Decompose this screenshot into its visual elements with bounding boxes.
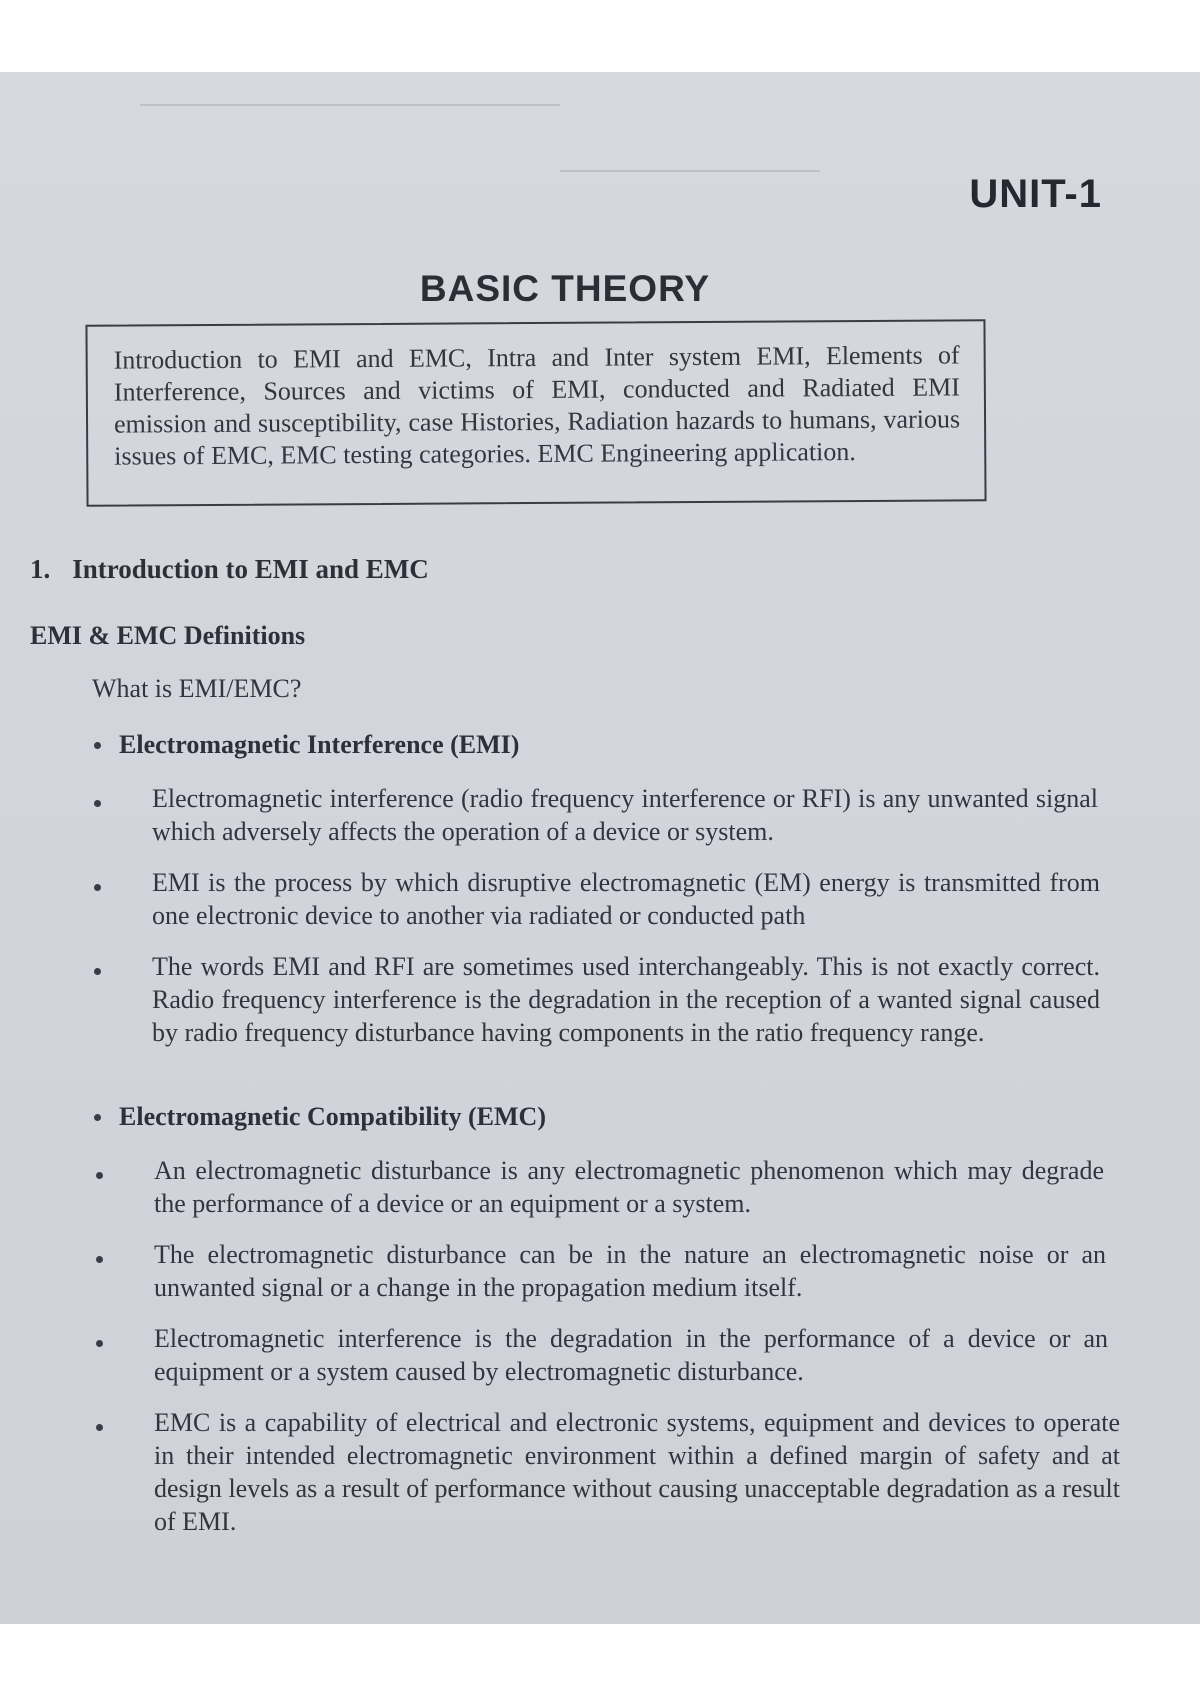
- page-title: BASIC THEORY: [419, 268, 711, 309]
- document-page: [0, 72, 1200, 1624]
- bullet-dot: [94, 1114, 101, 1121]
- bullet-dot: [96, 1172, 103, 1179]
- emi-point: The words EMI and RFI are sometimes used interchangeably. This is not exactly correct. Radio frequency interference is the degradation in the reception of a wanted signal caused by radio frequency disturbance having components in the ratio frequency range.: [152, 952, 1100, 1047]
- emc-heading-text: Electromagnetic Compatibility (EMC): [119, 1102, 546, 1131]
- definitions-heading: EMI & EMC Definitions: [30, 621, 306, 650]
- syllabus-box: [85, 319, 986, 506]
- emc-heading: [94, 1102, 546, 1132]
- section-heading: [30, 554, 429, 585]
- bullet-dot: [94, 968, 101, 975]
- bullet-dot: [96, 1256, 103, 1263]
- emi-heading-text: Electromagnetic Interference (EMI): [119, 730, 520, 759]
- bullet-dot: [96, 1424, 103, 1431]
- bullet-dot: [96, 1340, 103, 1347]
- bullet-dot: [94, 800, 101, 807]
- section-number: 1.: [30, 554, 51, 584]
- emc-point: The electromagnetic disturbance can be in the nature an electromagnetic noise or an unwanted signal or a change in the propagation medium itself.: [154, 1240, 1106, 1302]
- emi-heading: [94, 730, 519, 760]
- emi-point: EMI is the process by which disruptive electromagnetic (EM) energy is transmitted from one electronic device to another via radiated or conducted path: [152, 868, 1100, 930]
- bleed-through-line: [560, 170, 820, 172]
- emc-point: Electromagnetic interference is the degradation in the performance of a device or an equipment or a system caused by electromagnetic disturbance.: [154, 1324, 1108, 1386]
- unit-label: UNIT-1: [969, 172, 1102, 216]
- emc-point: EMC is a capability of electrical and electronic systems, equipment and devices to operate in their intended electromagnetic environment within a defined margin of safety and at design levels as a result of performance without causing unacceptable degradation as a result of EMI.: [154, 1408, 1120, 1536]
- bullet-dot: [94, 884, 101, 891]
- emc-point: An electromagnetic disturbance is any electromagnetic phenomenon which may degrade the performance of a device or an equipment or a system.: [154, 1156, 1104, 1218]
- section-title: Introduction to EMI and EMC: [72, 554, 429, 584]
- syllabus-text: Introduction to EMI and EMC, Intra and Inter system EMI, Elements of Interference, Sources and victims of EMI, conducted and Radiated EMI emission and susceptibility, case Histories, Radiation hazards to humans, various issues of EMC, EMC testing categories. EMC Engineering application.: [113, 340, 961, 471]
- definitions-question: What is EMI/EMC?: [92, 674, 302, 703]
- emi-point: Electromagnetic interference (radio frequency interference or RFI) is any unwanted signal which adversely affects the operation of a device or system.: [152, 784, 1098, 846]
- bleed-through-line: [140, 104, 560, 106]
- bullet-dot: [94, 742, 101, 749]
